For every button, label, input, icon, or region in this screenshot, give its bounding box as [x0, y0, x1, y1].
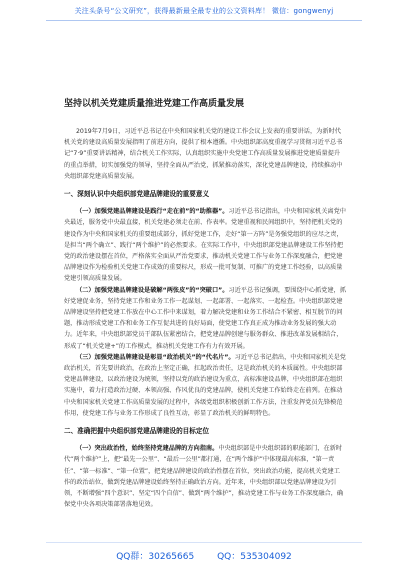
section-heading-1: 一、深刻认识中央组织部党建品牌建设的重要意义 [64, 190, 210, 199]
section1-paragraph-2 [64, 285, 346, 352]
document-title: 坚持以机关党建质量推进党建工作高质量发展 [64, 99, 245, 109]
footer-qq-group: QQ群：30265665 [116, 552, 195, 562]
section2-p1-lead: （一）突出政治性，始终坚持党建品牌的方向指南。 [76, 445, 219, 453]
section1-p2-text: 习近平总书记强调，要围绕中心抓党建，抓好党建促业务，坚持党建工作和业务工作一起谋划、一起部署、一起落实、一起检查。中央组织部党建品牌建设坚持把党建工作放在中心工作中来谋划，着力解决党建和业务工作结合不紧密、相互脱节的问题，推动形成党建工作和业务工作互促共进的良好局面，使党建工作真正成为推动业务发展的强大动力。近年来，中央组织部党员干部队伍紧密结合，把党建品牌创建与服务群众、推进改革发展相结合，形成了“机关党建+”的工作模式，推动机关党建工作有力有效开展。 [64, 286, 346, 350]
page-header [0, 6, 408, 16]
section-heading-2: 二、准确把握中央组织部党建品牌建设的目标定位 [64, 427, 210, 436]
section1-p2-lead: （二）加强党建品牌建设是破解“两张皮”的“突破口”。 [76, 286, 229, 294]
section1-p3-text: 习近平总书记指出，中央和国家机关是党政治机关，首先要讲政治，在政治上坚定正确，扛起政治责任，这是政治机关的本质属性。中央组织部党建品牌建设，以政治建设为统领，坚持以党的政治建设为重点，高标准建设品牌，中央组织部在组织实施中，着力打造政治过硬、本领高强、作风优良的党建品牌，使机关党建工作始终走在前列。在推动中央和国家机关党建工作高质量发展的过程中，各级党组织积极创新工作方法，注重发挥党员先锋模范作用，使党建工作与业务工作形成了良性互动，彰显了政治机关的鲜明特色。 [64, 353, 346, 417]
header-promo-text: 关注头条号“公文研究”，获得最新最全最专业的公文资料库！ 微信：gongwenyj [74, 7, 334, 15]
intro-paragraph: 2019年7月9日，习近平总书记在中央和国家机关党的建设工作会议上发表的重要讲话，为新时代机关党的建设高质量发展指明了前进方向，提供了根本遵循。中央组织部高度重视学习贯彻习近平总书记“7·9”重要讲话精神，结合机关工作实际，认真组织实施中央党建工作高质量发展推进党建质量提升的重点举措，切实加强党的领导，坚持全面从严治党，抓紧推动落实，深化党建品牌建设，持续推动中央组织部党建高质量发展。 [64, 128, 343, 180]
header-divider [46, 20, 362, 21]
footer-divider [46, 542, 362, 543]
footer-qq-contact: QQ：535304092 [217, 552, 292, 562]
section1-p1-lead: （一）加强党建品牌建设是践行“走在前”的“助推器”。 [76, 208, 229, 216]
section1-p3-lead: （三）加强党建品牌建设是彰显“政治机关”的“代名片”。 [76, 353, 235, 361]
section1-paragraph-3 [64, 352, 346, 419]
section2-paragraph-1 [64, 443, 346, 510]
section1-paragraph-1 [64, 206, 346, 284]
document-body [64, 126, 346, 511]
section2-p1-text: 中央组织部是中央组织部的职能部门，在新时代“两个维护”上，把“最先一公里”、“最后一公里”都打通，在“两个维护”中体现最高标准，“第一责任”、“第一标准”、“第一位置”，把党建品牌建设的政治性摆在首位，突出政治功能，提高机关党建工作的政治站位，做到党建品牌建设始终坚持正确政治方向。近年来，中央组织部以党建品牌建设为引领，不断增强“四个意识”、坚定“四个自信”、做到“两个维护”，推动党建工作与业务工作深度融合，确保党中央各项决策部署落地见效。 [64, 445, 344, 509]
page-footer [0, 549, 408, 562]
section1-p1-text: 习近平总书记指出，中央和国家机关离党中央最近，服务党中央最直接，机关党建必须走在前、作表率。党建重视和民间组织中，坚持把机关党的建设作为中央和国家机关的重要组成部分，抓好党建工作，走好“第一方阵”是务强党组织的应尽之责，是担当“两个确立”、践行“两个维护”的必然要求。在实际工作中，中央组织部党建品牌建设工作坚持把党的政治建设摆在首位，严格落实全面从严治党要求，推动机关党建工作与业务工作深度融合，把党建品牌建设作为检验机关党建工作成效的重要标尺，形成一批可复制、可推广的党建工作经验，以高质量党建引领高质量发展。 [64, 208, 346, 283]
